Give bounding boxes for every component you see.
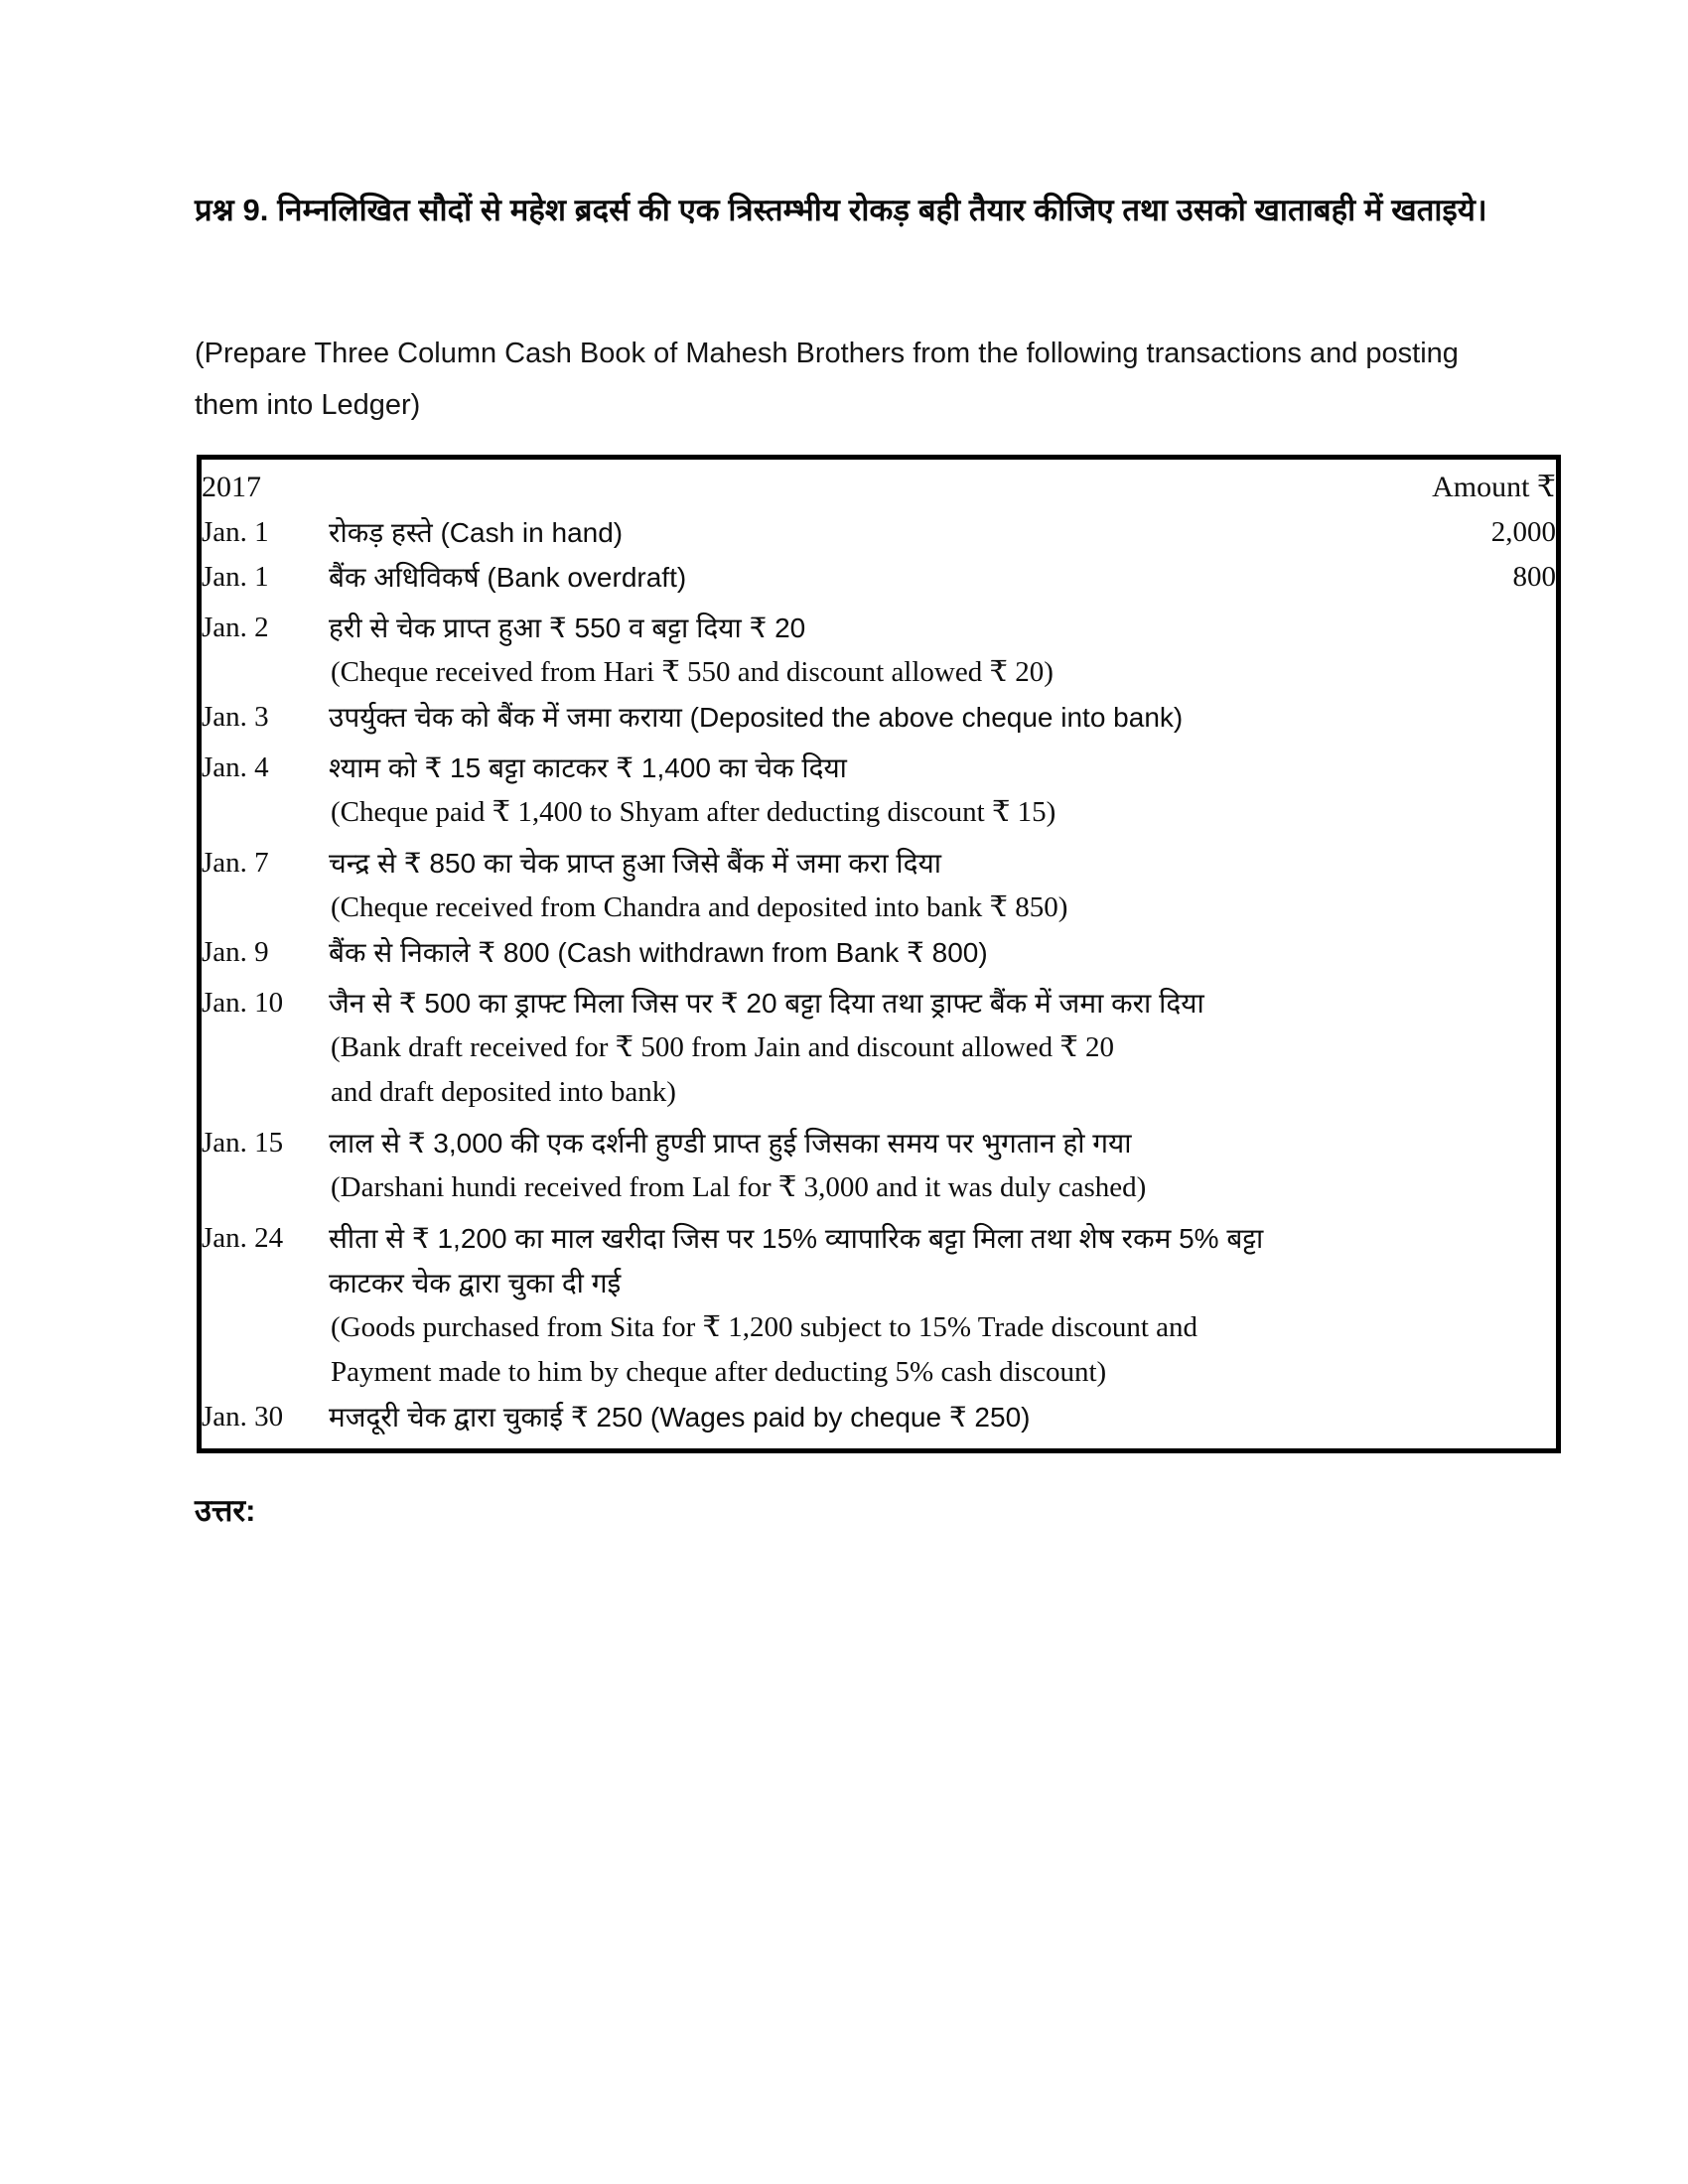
description-line: श्याम को ₹ 15 बट्टा काटकर ₹ 1,400 का चेक दिया bbox=[329, 752, 847, 783]
description-line: बैंक अधिविकर्ष (Bank overdraft) bbox=[329, 562, 687, 593]
transaction-date: Jan. 2 bbox=[202, 612, 269, 643]
year-header: 2017 bbox=[202, 471, 261, 503]
description-line: (Cheque received from Chandra and deposited into bank ₹ 850) bbox=[331, 891, 1068, 923]
description-line: जैन से ₹ 500 का ड्राफ्ट मिला जिस पर ₹ 20 बट्टा दिया तथा ड्राफ्ट बैंक में जमा करा दिया bbox=[329, 988, 1204, 1019]
description-line: रोकड़ हस्ते (Cash in hand) bbox=[329, 517, 624, 548]
description-line: बैंक से निकाले ₹ 800 (Cash withdrawn from Bank ₹ 800) bbox=[329, 937, 988, 968]
transaction-description bbox=[329, 835, 1411, 930]
description-line: (Cheque paid ₹ 1,400 to Shyam after deducting discount ₹ 15) bbox=[331, 796, 1056, 828]
transactions-table-box bbox=[197, 455, 1561, 1453]
table-row bbox=[202, 600, 1556, 695]
table-row bbox=[202, 555, 1556, 600]
transaction-date: Jan. 4 bbox=[202, 751, 269, 783]
table-row bbox=[202, 975, 1556, 1115]
transaction-amount bbox=[1411, 1210, 1556, 1395]
question-heading: प्रश्न 9. निम्नलिखित सौदों से महेश ब्रदर्स की एक त्रिस्तम्भीय रोकड़ बही तैयार कीजिए तथा उसको खाताबही में खताइये। bbox=[195, 193, 1487, 227]
transaction-description bbox=[329, 1210, 1411, 1395]
transaction-amount bbox=[1411, 835, 1556, 930]
table-row bbox=[202, 930, 1556, 975]
amount-header: Amount ₹ bbox=[1432, 471, 1556, 503]
description-line: उपर्युक्त चेक को बैंक में जमा कराया (Deposited the above cheque into bank) bbox=[329, 702, 1184, 733]
table-row bbox=[202, 510, 1556, 555]
transaction-description bbox=[329, 555, 1411, 600]
answer-label: उत्तर: bbox=[195, 1493, 256, 1528]
description-line: (Darshani hundi received from Lal for ₹ 3,000 and it was duly cashed) bbox=[331, 1171, 1147, 1203]
table-row bbox=[202, 1115, 1556, 1210]
transaction-amount bbox=[1411, 930, 1556, 975]
transaction-amount bbox=[1411, 975, 1556, 1115]
transaction-amount bbox=[1411, 740, 1556, 835]
description-line: हरी से चेक प्राप्त हुआ ₹ 550 व बट्टा दिया ₹ 20 bbox=[329, 613, 806, 643]
table-row bbox=[202, 740, 1556, 835]
transaction-description bbox=[329, 975, 1411, 1115]
transaction-amount: 2,000 bbox=[1490, 516, 1556, 548]
description-line: (Bank draft received for ₹ 500 from Jain and discount allowed ₹ 20 bbox=[331, 1031, 1115, 1063]
description-line: and draft deposited into bank) bbox=[331, 1076, 676, 1108]
transaction-date: Jan. 3 bbox=[202, 701, 269, 733]
transaction-date: Jan. 15 bbox=[202, 1127, 284, 1159]
transaction-amount bbox=[1411, 600, 1556, 695]
description-line: चन्द्र से ₹ 850 का चेक प्राप्त हुआ जिसे बैंक में जमा करा दिया bbox=[329, 848, 941, 879]
table-row bbox=[202, 835, 1556, 930]
question-subtitle-english: (Prepare Three Column Cash Book of Mahesh Brothers from the following transactions and posting them into Ledger) bbox=[195, 338, 1459, 421]
transaction-description bbox=[329, 600, 1411, 695]
transaction-date: Jan. 1 bbox=[202, 516, 269, 548]
table-row bbox=[202, 1210, 1556, 1395]
transaction-date: Jan. 7 bbox=[202, 847, 269, 879]
description-line: सीता से ₹ 1,200 का माल खरीदा जिस पर 15% व्यापारिक बट्टा मिला तथा शेष रकम 5% बट्टा bbox=[329, 1223, 1264, 1254]
transaction-date: Jan. 30 bbox=[202, 1401, 284, 1433]
transaction-date: Jan. 9 bbox=[202, 936, 269, 968]
transaction-description bbox=[329, 1395, 1411, 1439]
transaction-description bbox=[329, 930, 1411, 975]
description-line: (Cheque received from Hari ₹ 550 and discount allowed ₹ 20) bbox=[331, 656, 1054, 688]
description-line: लाल से ₹ 3,000 की एक दर्शनी हुण्डी प्राप्त हुई जिसका समय पर भुगतान हो गया bbox=[329, 1128, 1132, 1159]
transactions-table-body bbox=[202, 466, 1556, 1439]
transaction-amount bbox=[1411, 1395, 1556, 1439]
table-header-row bbox=[202, 466, 1556, 510]
transaction-amount: 800 bbox=[1512, 561, 1556, 593]
table-row bbox=[202, 1395, 1556, 1439]
transaction-date: Jan. 10 bbox=[202, 987, 284, 1019]
transaction-description bbox=[329, 510, 1411, 555]
description-line: (Goods purchased from Sita for ₹ 1,200 subject to 15% Trade discount and bbox=[331, 1311, 1198, 1343]
transaction-description bbox=[329, 740, 1411, 835]
transaction-description bbox=[329, 695, 1411, 740]
transaction-date: Jan. 24 bbox=[202, 1222, 284, 1254]
table-row bbox=[202, 695, 1556, 740]
transaction-description bbox=[329, 1115, 1411, 1210]
transaction-date: Jan. 1 bbox=[202, 561, 269, 593]
transactions-table bbox=[202, 466, 1556, 1439]
transaction-amount bbox=[1411, 695, 1556, 740]
transaction-amount bbox=[1411, 1115, 1556, 1210]
description-line: काटकर चेक द्वारा चुका दी गई bbox=[329, 1268, 622, 1298]
description-line: मजदूरी चेक द्वारा चुकाई ₹ 250 (Wages paid by cheque ₹ 250) bbox=[329, 1402, 1031, 1433]
description-line: Payment made to him by cheque after deducting 5% cash discount) bbox=[331, 1356, 1107, 1388]
